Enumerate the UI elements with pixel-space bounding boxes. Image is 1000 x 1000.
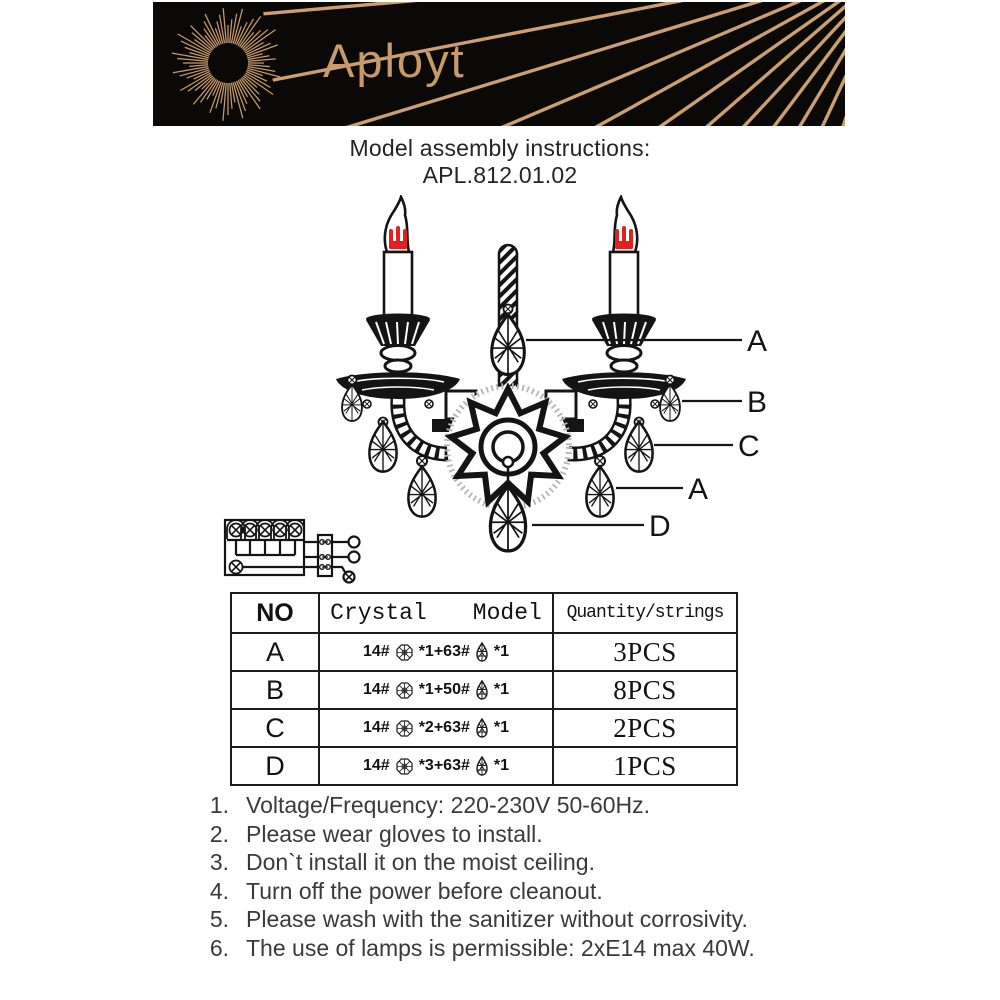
star-backplate [447, 386, 569, 551]
part-label-a-top: A [747, 325, 768, 358]
row-crystal-spec [319, 671, 553, 709]
note-number: 2. [209, 820, 229, 847]
row-quantity: 3PCS [553, 633, 737, 671]
row-letter: D [231, 747, 319, 785]
part-label-b: B [747, 386, 768, 419]
teardrop-crystal-icon [475, 718, 489, 738]
page-title [0, 135, 1000, 189]
teardrop-crystal-icon [475, 642, 489, 662]
brand-text: Aployt [323, 34, 466, 87]
crystal-a-column [492, 314, 525, 374]
banner-decor [153, 2, 845, 126]
table-row [231, 709, 737, 747]
header-crystal-model [319, 593, 553, 633]
spec-mid: *1+63# [418, 643, 470, 660]
spec-prefix: 14# [363, 643, 390, 660]
note-text: Turn off the power before cleanout. [246, 877, 603, 904]
row-crystal-spec [319, 633, 553, 671]
row-quantity: 1PCS [553, 747, 737, 785]
note-item [197, 848, 877, 877]
row-quantity: 8PCS [553, 671, 737, 709]
note-item [197, 934, 877, 963]
row-crystal-spec [319, 709, 553, 747]
crystal-parts-table [230, 592, 738, 786]
table-header-row [231, 593, 737, 633]
spec-suffix: *1 [493, 757, 509, 774]
spec-prefix: 14# [363, 757, 390, 774]
octagon-crystal-icon [395, 643, 414, 662]
teardrop-crystal-icon [475, 680, 489, 700]
note-number: 3. [209, 849, 229, 876]
part-label-d: D [649, 510, 671, 543]
note-text: Voltage/Frequency: 220-230V 50-60Hz. [246, 792, 651, 818]
spec-mid: *2+63# [418, 719, 470, 736]
note-number: 4. [209, 877, 229, 904]
row-letter: C [231, 709, 319, 747]
spec-suffix: *1 [493, 719, 509, 736]
note-text: Please wash with the sanitizer without corrosivity. [246, 906, 748, 933]
header-quantity: Quantity/strings [553, 593, 737, 633]
chandelier-assembly-diagram [270, 195, 780, 555]
spec-suffix: *1 [493, 643, 509, 660]
note-item [197, 877, 877, 906]
note-item [197, 791, 877, 820]
title-line-2: APL.812.01.02 [422, 162, 578, 188]
instruction-notes [197, 791, 877, 963]
part-label-a-bottom: A [688, 473, 709, 506]
note-item [197, 820, 877, 849]
row-crystal-spec [319, 747, 553, 785]
note-number: 5. [209, 906, 229, 933]
note-text: Don`t install it on the moist ceiling. [246, 849, 595, 876]
note-text: Please wear gloves to install. [246, 820, 543, 847]
title-line-1: Model assembly instructions: [349, 135, 651, 161]
octagon-crystal-icon [395, 681, 414, 700]
row-letter: B [231, 671, 319, 709]
spec-mid: *3+63# [418, 757, 470, 774]
header-crystal: Crystal [330, 600, 427, 626]
row-quantity: 2PCS [553, 709, 737, 747]
note-text: The use of lamps is permissible: 2xE14 max 40W. [246, 934, 755, 961]
table-row [231, 747, 737, 785]
spec-prefix: 14# [363, 719, 390, 736]
spec-prefix: 14# [363, 681, 390, 698]
spec-mid: *1+50# [418, 681, 470, 698]
note-number: 1. [209, 792, 229, 818]
octagon-crystal-icon [395, 719, 414, 738]
sunburst-logo-icon [172, 8, 280, 121]
header-no: NO [231, 593, 319, 633]
teardrop-crystal-icon [475, 756, 489, 776]
octagon-crystal-icon [395, 757, 414, 776]
table-row [231, 671, 737, 709]
part-label-c: C [738, 430, 760, 463]
header-model: Model [472, 600, 542, 626]
row-letter: A [231, 633, 319, 671]
note-number: 6. [209, 934, 229, 961]
spec-suffix: *1 [493, 681, 509, 698]
wiring-diagram [215, 505, 385, 595]
table-row [231, 633, 737, 671]
note-item [197, 905, 877, 934]
brand-banner [153, 2, 845, 126]
